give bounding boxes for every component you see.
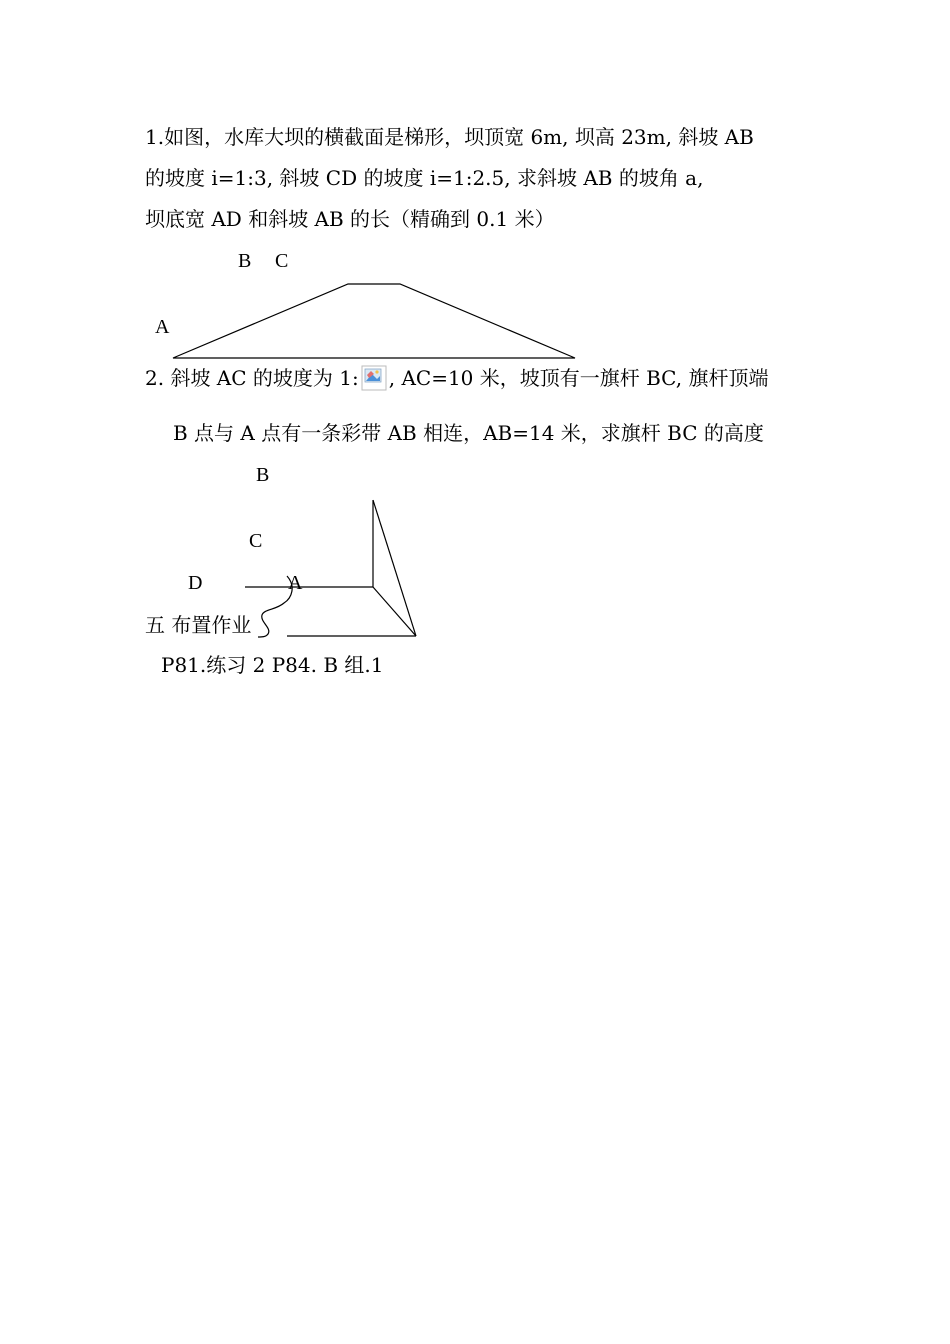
ribbon-ab	[373, 500, 416, 636]
problem2-label-a: A	[288, 572, 303, 594]
problem2-line2: B 点与 A 点有一条彩带 AB 相连，AB=14 米，求旗杆 BC 的高度	[173, 421, 764, 445]
problem2-label-d: D	[188, 572, 203, 594]
homework-heading: 五 布置作业	[145, 613, 252, 637]
homework-items: P81.练习 2 P84. B 组.1	[161, 653, 384, 677]
problem2-line1-start: 2. 斜坡 AC 的坡度为 1:	[145, 366, 359, 390]
problem2-label-c: C	[249, 530, 263, 552]
problem1-line2: 的坡度 i=1:3, 斜坡 CD 的坡度 i=1:2.5, 求斜坡 AB 的坡角 a,	[145, 166, 704, 190]
slope-ac	[373, 587, 416, 636]
problem1-label-b: B	[238, 250, 252, 272]
problem1-line1: 1.如图，水库大坝的横截面是梯形，坝顶宽 6m, 坝高 23m, 斜坡 AB	[145, 125, 754, 149]
problem2-label-b: B	[256, 464, 270, 486]
break-squiggle	[258, 576, 292, 637]
problem1-line3: 坝底宽 AD 和斜坡 AB 的长（精确到 0.1 米）	[145, 207, 555, 231]
problem2-line1-end: , AC=10 米，坡顶有一旗杆 BC, 旗杆顶端	[388, 366, 769, 390]
problem1-label-c: C	[275, 250, 289, 272]
problem1-label-a: A	[155, 316, 170, 338]
